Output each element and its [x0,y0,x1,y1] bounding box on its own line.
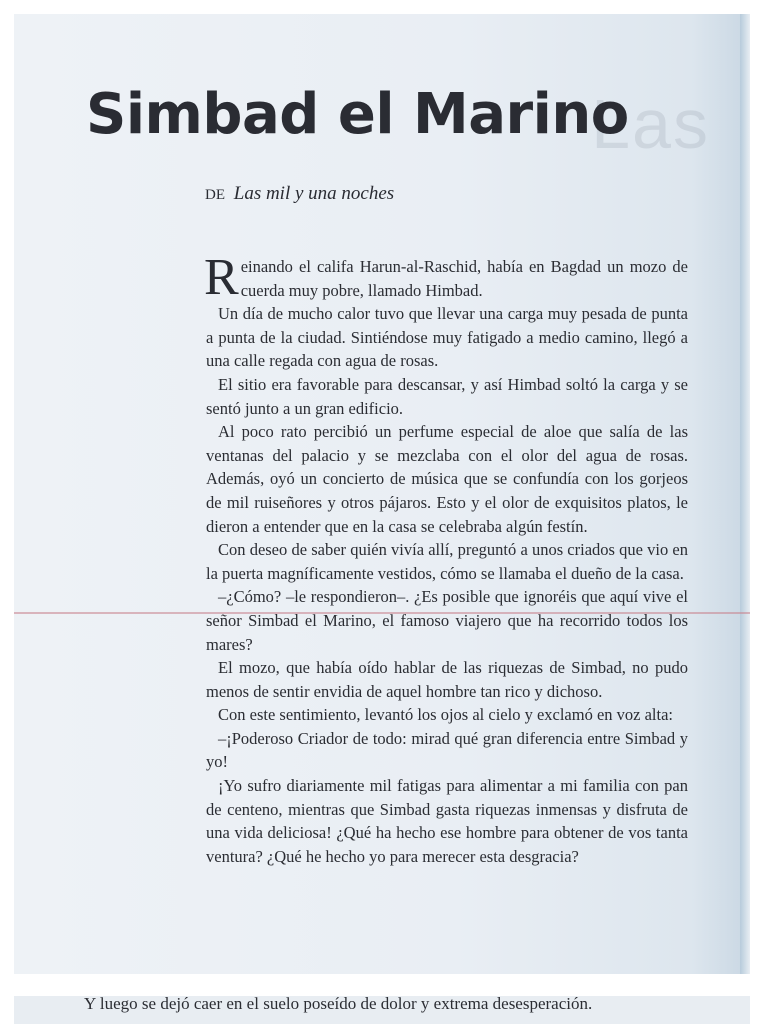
next-page-strip [14,996,750,1024]
paragraph-text: einando el califa Harun-al-Raschid, había en Bagdad un mozo de cuerda muy pobre, llamado Himbad. [240,257,688,300]
paragraph: Con este sentimiento, levantó los ojos al cielo y exclamó en voz alta: [218,705,674,725]
paragraph: Un día de mucho calor tuvo que llevar una carga muy pesada de punta a punta de la ciudad. Sintiéndose muy fatigado a medio camino, llegó a una calle regada con agua de rosas. [206,304,688,371]
page-edge [740,14,750,974]
drop-cap: R [204,249,239,306]
paragraph: Al poco rato percibió un perfume especial de aloe que salía de las ventanas del palacio y se mezclaba con el olor del agua de rosas. Además, oyó un concierto de música que se confundía con los gorjeos de mil ruiseñores y otros pájaros. Esto y el olor de exquisitos platos, le dieron a entender que en la casa se celebraba algún festín. [206,422,688,536]
source-line [205,183,394,205]
story-body [204,249,688,868]
paragraph: El mozo, que había oído hablar de las riquezas de Simbad, no pudo menos de sentir envidia de aquel hombre tan rico y dichoso. [206,658,688,701]
bleed-through-text: Las [591,85,710,163]
paragraph [204,249,688,306]
paragraph: –¿Cómo? –le respondieron–. ¿Es posible que ignoréis que aquí vive el señor Simbad el Marino, el famoso viajero que ha recorrido todos los mares? [206,587,688,654]
source-work: Las mil y una noches [233,183,395,204]
source-prefix: DE [205,187,225,203]
next-page-text: Y luego se dejó caer en el suelo poseído de dolor y extrema desesperación. [84,996,593,1013]
paragraph: El sitio era favorable para descansar, y así Himbad soltó la carga y se sentó junto a un gran edificio. [206,374,688,418]
paragraph: Con deseo de saber quién vivía allí, preguntó a unos criados que vio en la puerta magníficamente vestidos, cómo se llamaba el dueño de la casa. [206,540,688,583]
paragraph: –¡Poderoso Criador de todo: mirad qué gran diferencia entre Simbad y yo! [206,728,688,772]
page-title: Simbad el Marino [86,82,629,147]
paragraph: ¡Yo sufro diariamente mil fatigas para alimentar a mi familia con pan de centeno, mientras que Simbad gasta riquezas inmensas y disfruta de una vida deliciosa! ¿Qué ha hecho ese hombre para obtener de vos tanta ventura? ¿Qué he hecho yo para merecer esta desgracia? [206,776,688,866]
document-page [14,14,750,974]
